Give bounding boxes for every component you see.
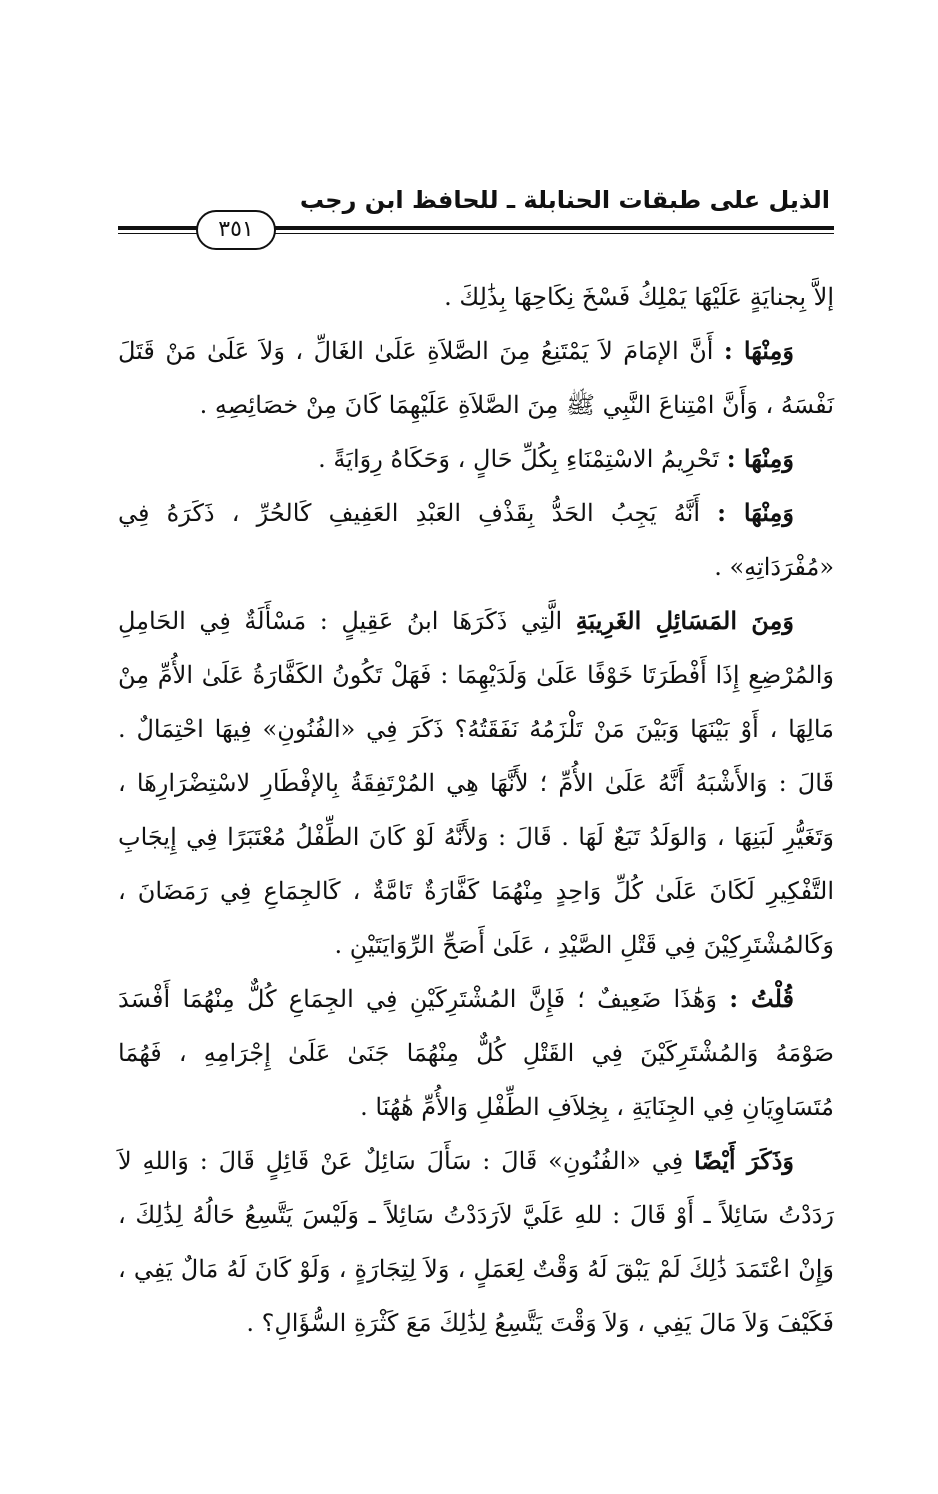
paragraph-text: إلاَّ بِجنايَةٍ عَلَيْهَا يَمْلِكُ فَسْخَ نِكَاحِهَا بِذَٰلِكَ . [444,283,834,311]
paragraph [118,972,834,1134]
paragraph-lead: وَمِنْهَا : [726,444,794,473]
body-text [118,270,834,1350]
paragraph-lead: وَمِنْهَا : [723,336,794,365]
running-title: الذيل على طبقات الحنابلة ـ للحافظ ابن رجب [299,186,830,214]
paragraph [118,270,834,324]
paragraph [118,594,834,972]
paragraph [118,324,834,432]
paragraph-text: أَنَّهُ يَجِبُ الحَدُّ بِقَذْفِ العَبْدِ العَفِيفِ كَالحُرِّ ، ذَكَرَهُ فِي «مُفْرَدَاتِهِ» . [118,499,834,581]
paragraph-lead: وَمِنْهَا : [717,498,794,527]
paragraph-lead: قُلْتُ : [729,984,795,1013]
paragraph [118,1134,834,1350]
paragraph-lead: وَذَكَرَ أَيْضًا [694,1146,794,1175]
paragraph-text: أَنَّ الإمَامَ لاَ يَمْتَنِعُ مِنَ الصَّلاَةِ عَلَىٰ الغَالِّ ، وَلاَ عَلَىٰ مَنْ قَتَلَ نَفْسَهُ ، وَأَنَّ امْتِناعَ النَّبِي ﷺ مِنَ الصَّلاَةِ عَلَيْهِمَا كَانَ مِنْ خصَائِصِهِ . [118,337,834,419]
paragraph [118,432,834,486]
paragraph-text: فِي «الفُنُونِ» قَالَ : سَأَلَ سَائِلٌ عَنْ قَائِلٍ قَالَ : وَاللهِ لاَ رَدَدْتُ سَائِلاً ـ أَوْ قَالَ : للهِ عَلَيَّ لاَرَدَدْتُ سَائِلاً ـ وَلَيْسَ يَتَّسِعُ حَالُهُ لِذَٰلِكَ ، وَإِنْ اعْتَمَدَ ذَٰلِكَ لَمْ يَبْقَ لَهُ وَقْتٌ لِعَمَلٍ ، وَلاَ لِتِجَارَةٍ ، وَلَوْ كَانَ لَهُ مَالٌ يَفِي ، فَكَيْفَ وَلاَ مَالَ يَفِي ، وَلاَ وَقْتَ يَتَّسِعُ لِذَٰلِكَ مَعَ كَثْرَةِ السُّؤَالِ؟ . [118,1147,834,1337]
paragraph-text: الَّتِي ذَكَرَهَا ابنُ عَقِيلٍ : مَسْأَلَةٌ فِي الحَامِلِ وَالمُرْضِعِ إِذَا أَفْطَرَتَا خَوْفًا عَلَىٰ وَلَدَيْهِمَا : فَهَلْ تَكُونُ الكَفَّارَةُ عَلَىٰ الأُمِّ مِنْ مَالِهَا ، أَوْ بَيْنَهَا وَبَيْنَ مَنْ تَلْزَمُهُ نَفَقَتُهُ؟ ذَكَرَ فِي «الفُنُونِ» فِيهَا احْتِمَالٌ . قَالَ : وَالأَشْبَهُ أَنَّهُ عَلَىٰ الأُمِّ ؛ لأَنَّهَا هِي المُرْتَفِقَةُ بِالإفْطَارِ لاسْتِضْرَارِهَا ، وَتَغَيُّرِ لَبَنِهَا ، وَالوَلَدُ تَبَعٌ لَهَا . قَالَ : وَلأَنَّهُ لَوْ كَانَ الطِّفْلُ مُعْتَبَرًا فِي إِيجَابِ التَّفْكِيرِ لَكَانَ عَلَىٰ كُلِّ وَاحِدٍ مِنْهُمَا كَفَّارَةٌ تَامَّةٌ ، كَالجِمَاعِ فِي رَمَضَانَ ، وَكَالمُشْتَرِكِيْنَ فِي قَتْلِ الصَّيْدِ ، عَلَىٰ أَصَحِّ الرِّوَايَتَيْنِ . [118,607,834,959]
paragraph-text: وَهَٰذَا ضَعِيفٌ ؛ فَإِنَّ المُشْتَرِكَيْنِ فِي الجِمَاعِ كُلٌّ مِنْهُمَا أَفْسَدَ صَوْمَهُ وَالمُشْتَرِكَيْنَ فِي القَتْلِ كُلٌّ مِنْهُمَا جَنَىٰ عَلَىٰ إِجْرَامِهِ ، فَهُمَا مُتَسَاوِيَانِ فِي الجِنَايَةِ ، بِخِلاَفِ الطِّفْلِ وَالأُمِّ هَٰهُنَا . [118,985,834,1121]
paragraph-text: تَحْرِيمُ الاسْتِمْنَاءِ بِكُلِّ حَالٍ ، وَحَكَاهُ رِوَايَةً . [318,445,727,473]
paragraph [118,486,834,594]
page-number: ٣٥١ [196,210,276,250]
paragraph-lead: وَمِنَ المَسَائِلِ الغَرِيبَةِ [575,606,795,635]
